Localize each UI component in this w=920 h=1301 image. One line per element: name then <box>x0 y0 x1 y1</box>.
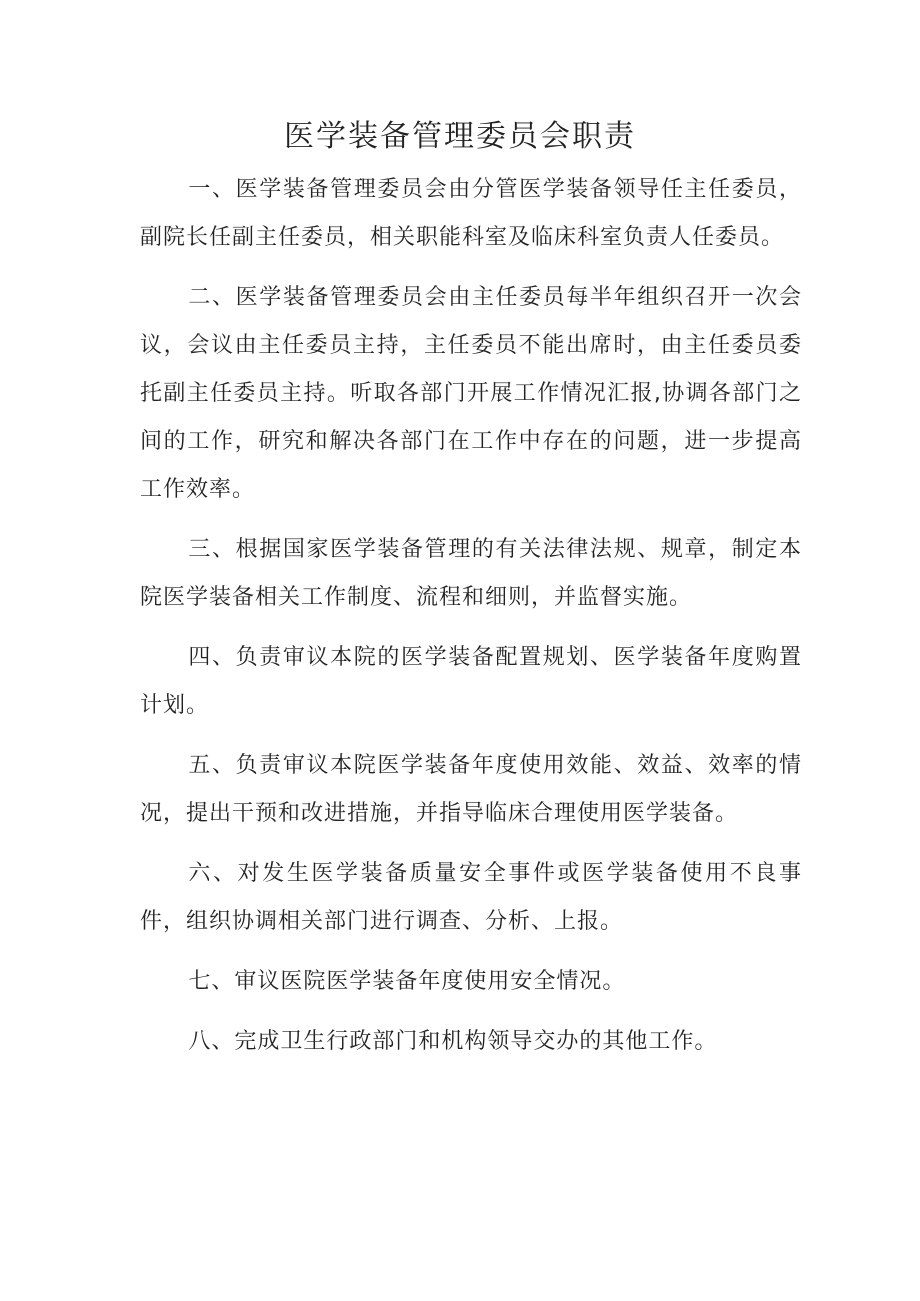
document-body <box>140 166 802 1078</box>
paragraph-1: 一、医学装备管理委员会由分管医学装备领导任主任委员，副院长任副主任委员，相关职能科室及临床科室负责人任委员。 <box>140 177 802 250</box>
paragraph-8: 八、完成卫生行政部门和机构领导交办的其他工作。 <box>188 1029 718 1054</box>
paragraph-7: 七、审议医院医学装备年度使用安全情况。 <box>188 969 626 994</box>
paragraph-2: 二、医学装备管理委员会由主任委员每半年组织召开一次会议，会议由主任委员主持，主任委员不能出席时，由主任委员委托副主任委员主持。听取各部门开展工作情况汇报,协调各部门之间的工作，研究和解决各部门在工作中存在的问题，进一步提高工作效率。 <box>140 285 802 502</box>
paragraph-6: 六、对发生医学装备质量安全事件或医学装备使用不良事件，组织协调相关部门进行调查、分析、上报。 <box>140 861 802 934</box>
paragraph-5: 五、负责审议本院医学装备年度使用效能、效益、效率的情况，提出干预和改进措施，并指导临床合理使用医学装备。 <box>140 753 802 826</box>
paragraph-4: 四、负责审议本院的医学装备配置规划、医学装备年度购置计划。 <box>140 645 802 718</box>
document-title: 医学装备管理委员会职责 <box>284 119 636 154</box>
paragraph-3: 三、根据国家医学装备管理的有关法律法规、规章，制定本院医学装备相关工作制度、流程和细则，并监督实施。 <box>140 537 802 610</box>
